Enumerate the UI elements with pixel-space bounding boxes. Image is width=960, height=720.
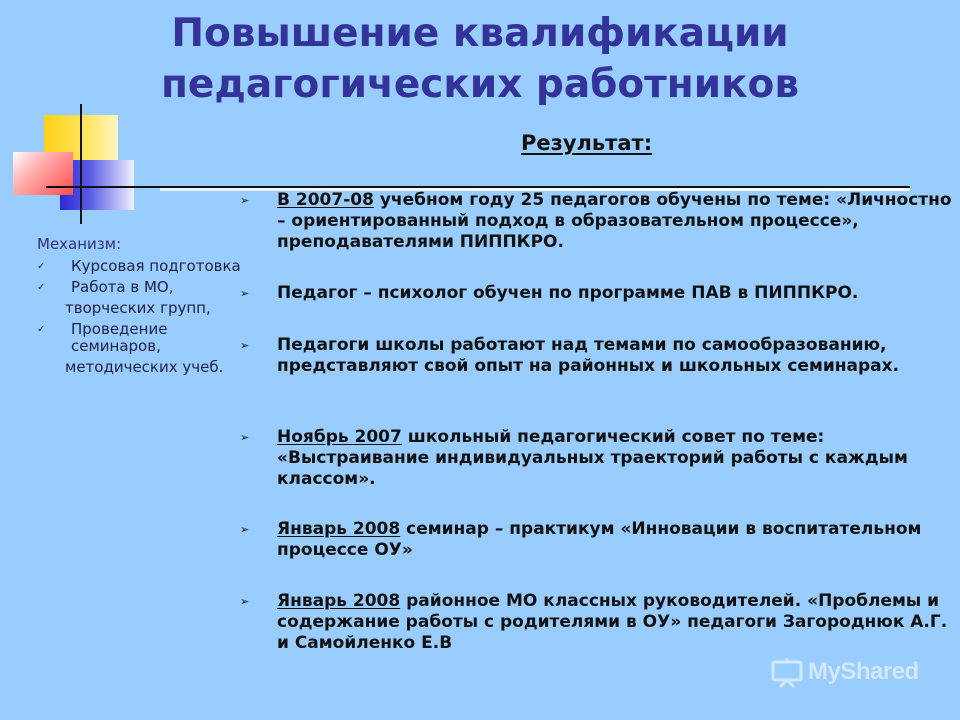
result-item xyxy=(240,283,952,304)
arrow-bullet-icon: ➢ xyxy=(240,523,250,536)
vertical-divider xyxy=(80,104,82,224)
mechanism-item-continuation: творческих групп, xyxy=(65,299,211,317)
result-date: Январь 2008 xyxy=(277,519,401,539)
arrow-bullet-icon: ➢ xyxy=(240,194,250,207)
mechanism-heading: Механизм: xyxy=(37,235,122,253)
result-text: школьный педагогический совет по теме: «Выстраивание индивидуальных траекторий работы с каждым классом». xyxy=(277,427,908,489)
result-date: Ноябрь 2007 xyxy=(277,427,402,447)
result-heading: Результат: xyxy=(521,131,653,155)
decorative-squares xyxy=(0,100,160,230)
red-square xyxy=(13,152,73,195)
result-item xyxy=(240,519,952,561)
arrow-bullet-icon: ➢ xyxy=(240,339,250,352)
watermark-text: MyShared xyxy=(808,658,919,685)
result-item xyxy=(240,591,952,654)
mechanism-panel xyxy=(37,234,250,380)
result-text: семинар – практикум «Инновации в воспитательном процессе ОУ» xyxy=(277,519,922,560)
result-date: В 2007-08 xyxy=(277,190,374,210)
title-line-2: педагогических работников xyxy=(160,62,800,107)
arrow-bullet-icon: ➢ xyxy=(240,287,250,300)
result-item xyxy=(240,427,952,490)
result-text: учебном году 25 педагогов обучены по теме: «Личностно – ориентированный подход в образовательном процессе», преподавателями ПИППКРО. xyxy=(277,190,952,252)
presentation-board-icon xyxy=(770,658,804,688)
result-text: Педагог – психолог обучен по программе ПАВ в ПИППКРО. xyxy=(277,283,859,303)
mechanism-item xyxy=(37,258,247,275)
mechanism-item-text: Работа в МО, xyxy=(71,278,174,296)
title-line-1: Повышение квалификации xyxy=(171,11,789,56)
watermark xyxy=(770,656,940,696)
checkmark-icon: ✓ xyxy=(37,282,46,293)
arrow-bullet-icon: ➢ xyxy=(240,595,250,608)
result-text: районное МО классных руководителей. «Проблемы и содержание работы с родителями в ОУ» педагоги Загороднюк А.Г. и Самойленко Е.В xyxy=(277,591,948,653)
mechanism-list xyxy=(37,257,250,376)
checkmark-icon: ✓ xyxy=(37,324,46,335)
mechanism-item xyxy=(37,279,247,296)
arrow-bullet-icon: ➢ xyxy=(240,431,250,444)
mechanism-item xyxy=(37,320,250,355)
mechanism-item-text: Курсовая подготовка xyxy=(71,257,241,275)
result-item xyxy=(240,190,952,253)
mechanism-item-text: Проведение семинаров, xyxy=(71,320,168,355)
result-date: Январь 2008 xyxy=(277,591,401,611)
result-text: Педагоги школы работают над темами по самообразованию, представляют свой опыт на районных и школьных семинарах. xyxy=(277,335,900,376)
result-item xyxy=(240,335,952,377)
horizontal-divider xyxy=(46,186,910,188)
slide-title xyxy=(0,8,960,110)
mechanism-item-continuation: методических учеб. xyxy=(65,358,224,376)
checkmark-icon: ✓ xyxy=(37,261,46,272)
